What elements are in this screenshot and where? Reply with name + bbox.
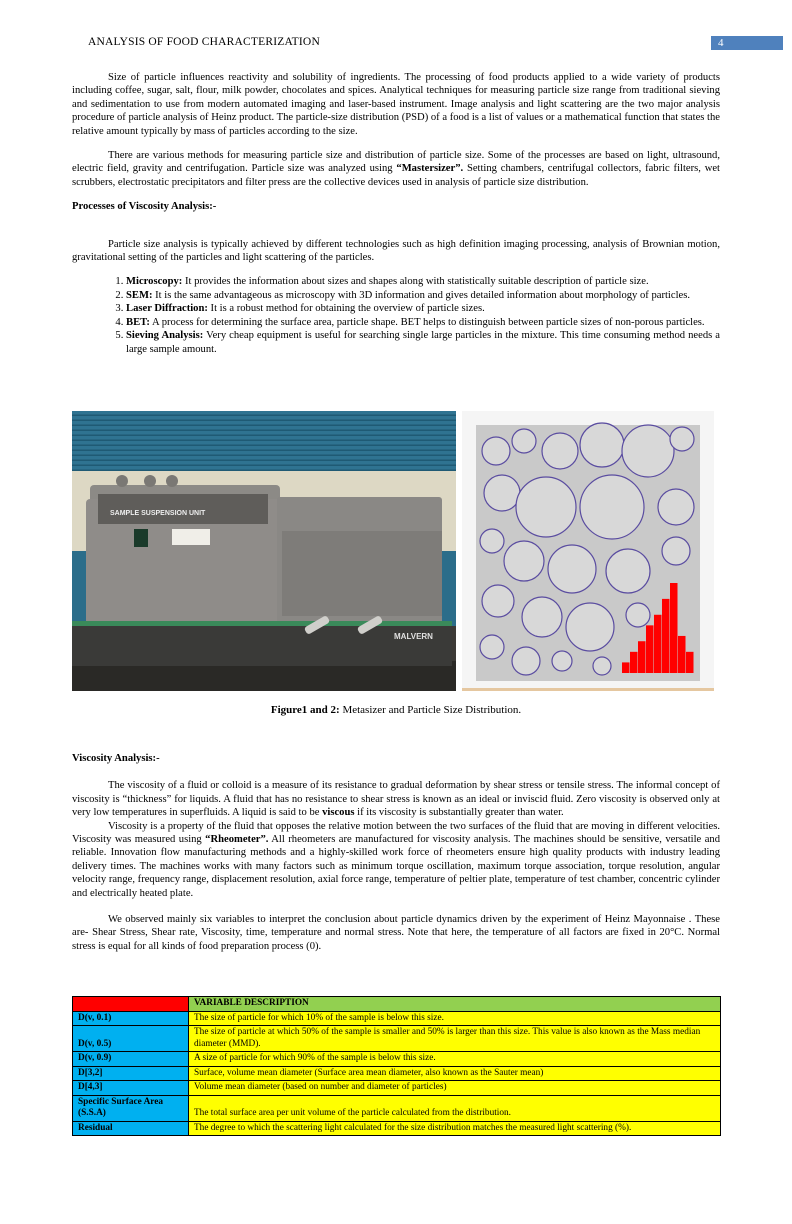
particle-size-distribution-image xyxy=(462,411,714,691)
viscosity-p2-text-a: Viscosity is a property of the fluid that opposes the relative motion between the two surfaces of the fluid that are moving in different velocities. Viscosity was measured using xyxy=(72,820,720,846)
table-row xyxy=(73,1121,721,1136)
list-item xyxy=(126,289,720,302)
variable-name: D(v, 0.1) xyxy=(73,1011,189,1026)
list-item-text: It is a robust method for obtaining the overview of particle sizes. xyxy=(207,303,485,315)
variable-description: A size of particle for which 90% of the sample is below this size. xyxy=(189,1052,721,1067)
list-item xyxy=(126,329,720,356)
intro-paragraph-1: Size of particle influences reactivity and solubility of ingredients. The processing of food products applied to a wide variety of products including coffee, sugar, salt, flour, milk powder, chocolates and spices. Analytical techniques for measuring particle size range from traditional sieving and sedimentation to use from modern automated imaging and laser-based instrument. Image analysis and light scattering are the two major analysis procedure of particle analysis of Heinz product. The particle-size distribution (PSD) of a food is a list of values or a mathematical function that states the relative amount typically by mass of particles according to the size. xyxy=(72,72,720,137)
variable-name: D(v, 0.9) xyxy=(73,1052,189,1067)
table-row xyxy=(73,1081,721,1096)
table-row xyxy=(73,1095,721,1121)
page-number: 4 xyxy=(711,36,783,50)
variable-name: D(v, 0.5) xyxy=(73,1026,189,1052)
viscosity-p1-text-a: The viscosity of a fluid or colloid is a measure of its resistance to gradual deformation by shear stress or tensile stress. The informal concept of viscosity is “thickness” for liquids. A fluid that has no resistance to shear stress is known as an ideal or inviscid fluid. Zero viscosity is observed only at very low temperatures in superfluids. A liquid is said to be xyxy=(72,780,720,819)
viscosity-p2-text-b: All rheometers are manufactured for viscosity analysis. The machines should be sensitive, versatile and reliable. Innovation flow manufacturing methods and a highly-skilled work force of rheometers ensure high quality products with industry leading delivery times. The machines works with many factors such as minimum torque oscillation, maximum torque association, torque resolution, angular velocity range, frequency range, displacement resolution, axial force range, temperature of peltier plate, temperature of test chamber, concentric cylinder and electrically heated plate. xyxy=(72,834,720,899)
intro-paragraph-2 xyxy=(72,149,720,189)
viscosity-p1-text-b: if its viscosity is substantially greater than water. xyxy=(354,807,564,819)
variable-description: The size of particle at which 50% of the sample is smaller and 50% is larger than this size. This value is also known as the Mass median diameter (MMD). xyxy=(189,1026,721,1052)
device-panel-label: SAMPLE SUSPENSION UNIT xyxy=(110,510,206,517)
list-item-term: Laser Diffraction: xyxy=(126,303,208,315)
viscous-term: viscous xyxy=(322,807,355,819)
variable-description: The size of particle for which 10% of the sample is below this size. xyxy=(189,1011,721,1026)
variable-description: The degree to which the scattering light calculated for the size distribution matches the measured light scattering (%). xyxy=(189,1121,721,1136)
list-item-term: SEM: xyxy=(126,289,153,301)
mastersizer-illustration xyxy=(72,411,456,691)
table-header-value: VARIABLE DESCRIPTION xyxy=(189,997,721,1012)
technique-list xyxy=(72,275,720,355)
histogram-bar xyxy=(678,636,686,673)
variable-description: Volume mean diameter (based on number and diameter of particles) xyxy=(189,1081,721,1096)
viscosity-section xyxy=(72,752,720,953)
particle-illustration xyxy=(462,411,714,691)
mastersizer-term: “Mastersizer”. xyxy=(396,163,464,175)
intro-section xyxy=(72,71,720,356)
histogram-bar xyxy=(654,615,662,673)
running-header: ANALYSIS OF FOOD CHARACTERIZATION xyxy=(88,36,320,48)
variable-name: Residual xyxy=(73,1121,189,1136)
rheometer-term: “Rheometer”. xyxy=(205,834,269,846)
list-item-text: Very cheap equipment is useful for searching single large particles in the mixture. This time consuming method needs a large sample amount. xyxy=(126,330,721,355)
list-item xyxy=(126,302,720,315)
viscosity-paragraph-1 xyxy=(72,779,720,819)
mastersizer-photo xyxy=(72,411,456,691)
processes-paragraph: Particle size analysis is typically achieved by different technologies such as high definition imaging processing, analysis of Brownian motion, gravitational setting of the particles and light scattering of the particles. xyxy=(72,238,720,264)
list-item-term: Microscopy: xyxy=(126,276,183,288)
viscosity-paragraph-2 xyxy=(72,820,720,900)
histogram-bar xyxy=(670,583,678,673)
variable-name: Specific Surface Area (S.S.A) xyxy=(73,1095,189,1121)
histogram-bar xyxy=(638,641,646,673)
histogram-bar xyxy=(686,652,694,673)
viscosity-paragraph-3: We observed mainly six variables to interpret the conclusion about particle dynamics driven by the experiment of Heinz Mayonnaise . These are- Shear Stress, Shear rate, Viscosity, time, temperature and normal stress. Note that here, the temperature of all factors are fixed in 20°C. Normal stress is equal for all kinds of food preparation process (0). xyxy=(72,914,720,952)
histogram-bar xyxy=(630,652,638,673)
list-item xyxy=(126,316,720,329)
table-header-key xyxy=(73,997,189,1012)
table-row xyxy=(73,1011,721,1026)
table-row xyxy=(73,1026,721,1052)
histogram-bar xyxy=(646,625,654,673)
list-item-term: BET: xyxy=(126,316,150,328)
variable-table xyxy=(72,996,721,1136)
variable-name: D[3,2] xyxy=(73,1066,189,1081)
figures xyxy=(72,411,714,691)
viscosity-heading: Viscosity Analysis:- xyxy=(72,753,160,764)
table-header-row xyxy=(73,997,721,1012)
list-item-term: Sieving Analysis: xyxy=(126,330,204,342)
histogram-bar xyxy=(622,662,630,673)
variable-description: The total surface area per unit volume of the particle calculated from the distribution. xyxy=(189,1095,721,1121)
caption-text: Metasizer and Particle Size Distribution. xyxy=(339,704,522,716)
histogram-bar xyxy=(662,599,670,673)
figure-caption xyxy=(72,704,720,717)
table-row xyxy=(73,1066,721,1081)
processes-heading: Processes of Viscosity Analysis:- xyxy=(72,201,217,213)
intro-p2-text-b: Setting chambers, centrifugal collectors, fabric filters, wet scrubbers, electrostatic precipitators and filter press are the collective devices used in analysis of particle size distribution. xyxy=(72,163,720,188)
device-brand: MALVERN xyxy=(394,632,433,641)
list-item-text: A process for determining the surface area, particle shape. BET helps to distinguish between particle sizes of non-porous particles. xyxy=(149,316,705,328)
caption-label: Figure1 and 2: xyxy=(270,704,340,716)
list-item-text: It provides the information about sizes and shapes along with statistically suitable description of particle size. xyxy=(182,276,649,288)
table-row xyxy=(73,1052,721,1067)
list-item-text: It is the same advantageous as microscopy with 3D information and gives detailed information about morphology of particles. xyxy=(152,289,690,301)
variable-name: D[4,3] xyxy=(73,1081,189,1096)
intro-p2-text-a: There are various methods for measuring particle size and distribution of particle size. Some of the processes are based on light, ultrasound, electric field, gravity and centrifugation. Particle size was analyzed using xyxy=(72,150,720,175)
list-item xyxy=(126,275,720,288)
variable-description: Surface, volume mean diameter (Surface area mean diameter, also known as the Sauter mean) xyxy=(189,1066,721,1081)
